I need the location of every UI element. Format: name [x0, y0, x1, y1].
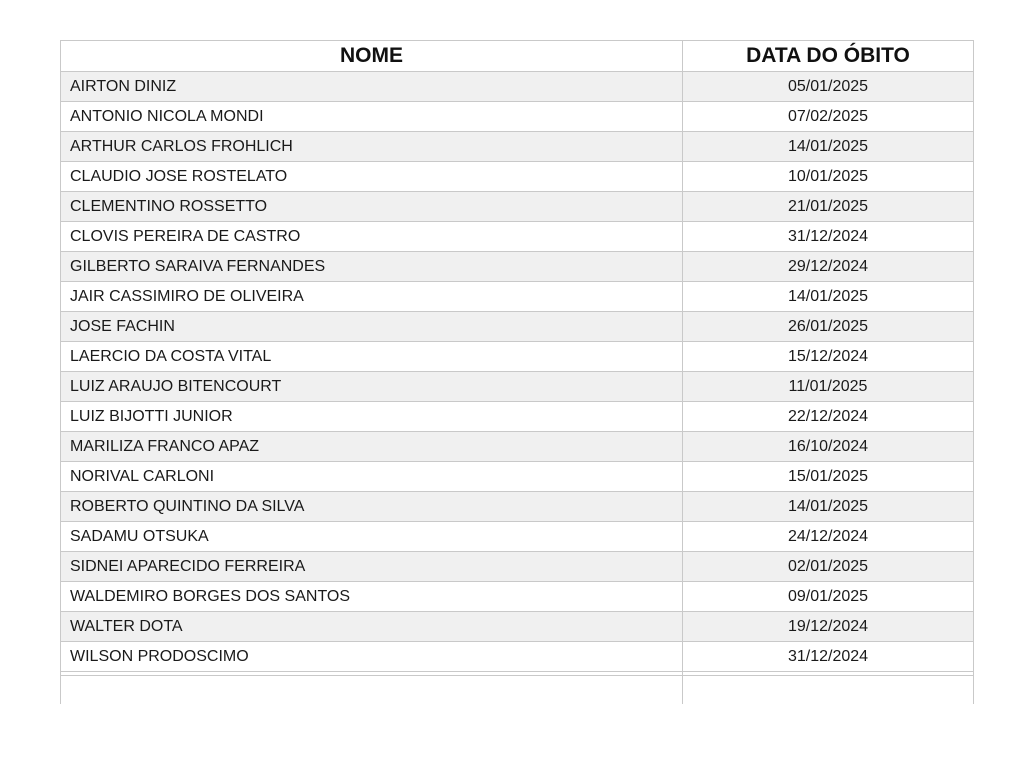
- table-row: [61, 192, 974, 222]
- date-cell: 15/01/2025: [683, 462, 974, 492]
- name-cell: CLEMENTINO ROSSETTO: [61, 192, 683, 222]
- table-row: [61, 462, 974, 492]
- table-row: [61, 642, 974, 672]
- name-cell: NORIVAL CARLONI: [61, 462, 683, 492]
- table-row: [61, 582, 974, 612]
- name-cell: ANTONIO NICOLA MONDI: [61, 102, 683, 132]
- date-cell: 29/12/2024: [683, 252, 974, 282]
- date-cell: 31/12/2024: [683, 222, 974, 252]
- table-row: [61, 72, 974, 102]
- name-cell: CLAUDIO JOSE ROSTELATO: [61, 162, 683, 192]
- table-row: [61, 432, 974, 462]
- name-cell: JAIR CASSIMIRO DE OLIVEIRA: [61, 282, 683, 312]
- name-cell: LUIZ ARAUJO BITENCOURT: [61, 372, 683, 402]
- name-cell: LAERCIO DA COSTA VITAL: [61, 342, 683, 372]
- header-nome: NOME: [61, 41, 683, 72]
- name-cell: SADAMU OTSUKA: [61, 522, 683, 552]
- name-cell: WALTER DOTA: [61, 612, 683, 642]
- date-cell: 14/01/2025: [683, 132, 974, 162]
- date-cell: 11/01/2025: [683, 372, 974, 402]
- name-cell: ROBERTO QUINTINO DA SILVA: [61, 492, 683, 522]
- date-cell: 09/01/2025: [683, 582, 974, 612]
- date-cell: 05/01/2025: [683, 72, 974, 102]
- table-row: [61, 522, 974, 552]
- table-row: [61, 372, 974, 402]
- empty-name-cell: [61, 676, 683, 704]
- name-cell: CLOVIS PEREIRA DE CASTRO: [61, 222, 683, 252]
- table-row: [61, 312, 974, 342]
- date-cell: 15/12/2024: [683, 342, 974, 372]
- date-cell: 02/01/2025: [683, 552, 974, 582]
- table-body: [61, 72, 974, 704]
- date-cell: 21/01/2025: [683, 192, 974, 222]
- empty-date-cell: [683, 676, 974, 704]
- date-cell: 22/12/2024: [683, 402, 974, 432]
- name-cell: WALDEMIRO BORGES DOS SANTOS: [61, 582, 683, 612]
- table-row: [61, 402, 974, 432]
- name-cell: SIDNEI APARECIDO FERREIRA: [61, 552, 683, 582]
- date-cell: 24/12/2024: [683, 522, 974, 552]
- table-row: [61, 342, 974, 372]
- name-cell: JOSE FACHIN: [61, 312, 683, 342]
- date-cell: 26/01/2025: [683, 312, 974, 342]
- date-cell: 10/01/2025: [683, 162, 974, 192]
- header-row: [61, 41, 974, 72]
- date-cell: 16/10/2024: [683, 432, 974, 462]
- name-cell: ARTHUR CARLOS FROHLICH: [61, 132, 683, 162]
- table-row: [61, 102, 974, 132]
- death-date-table: [60, 40, 974, 704]
- name-cell: WILSON PRODOSCIMO: [61, 642, 683, 672]
- table-row: [61, 492, 974, 522]
- empty-row: [61, 676, 974, 704]
- table-row: [61, 552, 974, 582]
- table-row: [61, 162, 974, 192]
- name-cell: GILBERTO SARAIVA FERNANDES: [61, 252, 683, 282]
- table-row: [61, 222, 974, 252]
- name-cell: LUIZ BIJOTTI JUNIOR: [61, 402, 683, 432]
- date-cell: 14/01/2025: [683, 282, 974, 312]
- date-cell: 14/01/2025: [683, 492, 974, 522]
- date-cell: 19/12/2024: [683, 612, 974, 642]
- table-row: [61, 612, 974, 642]
- date-cell: 31/12/2024: [683, 642, 974, 672]
- table-row: [61, 132, 974, 162]
- name-cell: MARILIZA FRANCO APAZ: [61, 432, 683, 462]
- table-row: [61, 282, 974, 312]
- header-data-do-obito: DATA DO ÓBITO: [683, 41, 974, 72]
- table-row: [61, 252, 974, 282]
- date-cell: 07/02/2025: [683, 102, 974, 132]
- name-cell: AIRTON DINIZ: [61, 72, 683, 102]
